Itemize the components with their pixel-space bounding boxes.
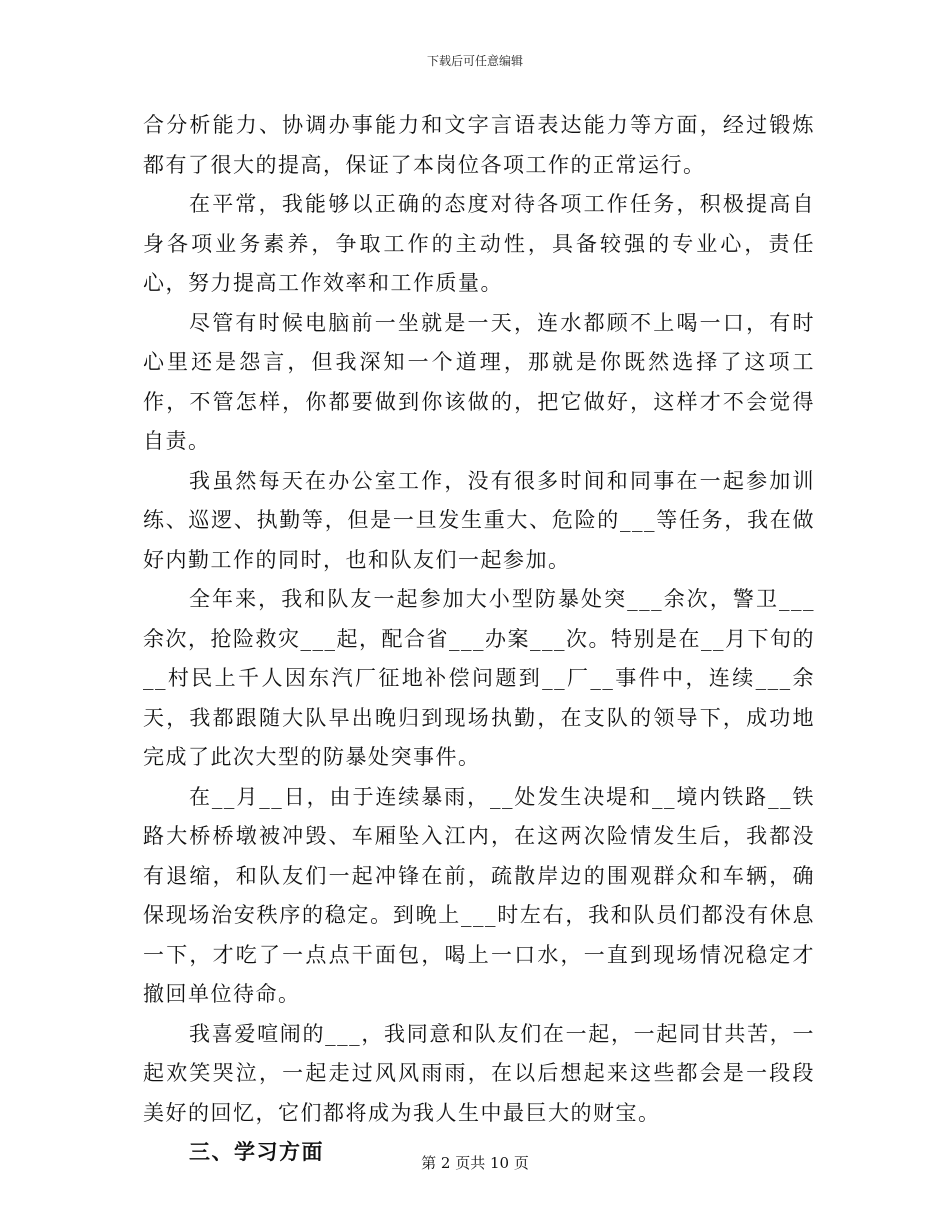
paragraph: 我喜爱喧闹的___，我同意和队友们在一起，一起同甘共苦，一起欢笑哭泣，一起走过风风雨雨，在以后想起来这些都会是一段段美好的回忆，它们都将成为我人生中最巨大的财宝。 (143, 1021, 815, 1125)
section-heading: 三、学习方面 (189, 1140, 324, 1164)
paragraph: 在平常，我能够以正确的态度对待各项工作任务，积极提高自身各项业务素养，争取工作的主动性，具备较强的专业心，责任心，努力提高工作效率和工作质量。 (143, 192, 815, 295)
page-footer: 第 2 页共 10 页 (421, 1154, 529, 1172)
page-header: 下载后可任意编辑 (426, 54, 523, 68)
paragraph: 在__月__日，由于连续暴雨，__处发生决堤和__境内铁路__铁路大桥桥墩被冲毁、车厢坠入江内，在这两次险情发生后，我都没有退缩，和队友们一起冲锋在前，疏散岸边的围观群众和车辆，确保现场治安秩序的稳定。到晚上___时左右，我和队员们都没有休息一下，才吃了一点点干面包，喝上一口水，一直到现场情况稳定才撤回单位待命。 (143, 784, 815, 1006)
paragraph: 我虽然每天在办公室工作，没有很多时间和同事在一起参加训练、巡逻、执勤等，但是一旦发生重大、危险的___等任务，我在做好内勤工作的同时，也和队友们一起参加。 (143, 468, 815, 572)
paragraph: 尽管有时候电脑前一坐就是一天，连水都顾不上喝一口，有时心里还是怨言，但我深知一个道理，那就是你既然选择了这项工作，不管怎样，你都要做到你该做的，把它做好，这样才不会觉得自责。 (143, 310, 815, 453)
paragraph: 全年来，我和队友一起参加大小型防暴处突___余次，警卫___余次，抢险救灾___起，配合省___办案___次。特别是在__月下旬的__村民上千人因东汽厂征地补偿问题到__厂__事件中，连续___余天，我都跟随大队早出晚归到现场执勤，在支队的领导下，成功地完成了此次大型的防暴处突事件。 (143, 587, 815, 769)
paragraph-continued: 合分析能力、协调办事能力和文字言语表达能力等方面，经过锻炼都有了很大的提高，保证了本岗位各项工作的正常运行。 (143, 113, 815, 177)
document-body (143, 106, 815, 1173)
